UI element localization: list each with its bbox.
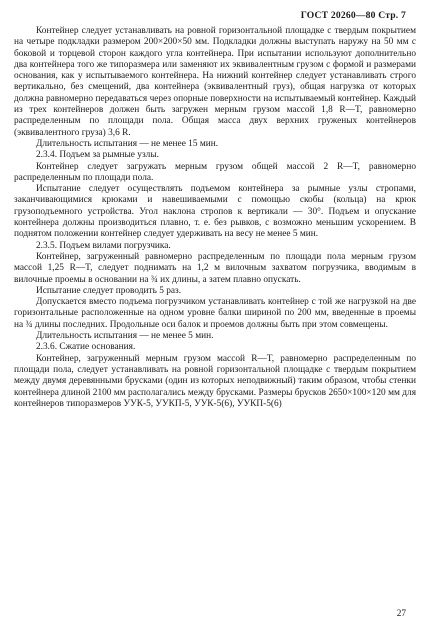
paragraph-container-setup: Контейнер следует устанавливать на ровной горизонтальной площадке с твердым покрытием на четыре подкладки размером 200×200×50 мм. Подкладки должны выступать наружу на 50 мм с боковой и торцевой сторон каждого угла контейнера. При испытании используют дополнительно два контейнера того же типоразмера или заменяют их эквивалентным грузом с формой и размерами основания, как у испытываемого контейнера. На нижний контейнер следует устанавливать строго вертикально, без смещений, два контейнера (эквивалентный груз), общая нагрузка от которых должна равномерно передаваться через опорные поверхности на испытываемый контейнер. Каждый из трех контейнеров должен быть загружен мерным грузом массой 1,8 R—T, равномерно распределенным по площади пола. Общая масса двух верхних груженых контейнеров (эквивалентного груза) 3,6 R. — [14, 26, 416, 138]
paragraph-repeat-5: Испытание следует проводить 5 раз. — [36, 285, 182, 296]
paragraph-beams-alternative: Допускается вместо подъема погрузчиком устанавливать контейнер с той же нагрузкой на две горизонтальные расположенные на одном уровне балки шириной по 200 мм, введенные в проемы на ¾ длины последних. Продольные оси балок и проемов должны быть при этом совмещены. — [14, 297, 416, 330]
page-number: 27 — [396, 609, 406, 619]
paragraph-base-compression: Контейнер, загруженный мерным грузом массой R—T, равномерно распределенным по площади пола, следует устанавливать на ровной горизонтальной площадке с твердым покрытием между двумя деревянными брусками (один из которых неподвижный) таким образом, чтобы стенки контейнера длиной 2100 мм располагались между брусками. Размеры брусков 2650×100×120 мм для контейнеров типоразмеров УУК-5, УУКП-5, УУК-5(6), УУКП-5(6) — [14, 353, 416, 409]
page-header: ГОСТ 20260—80 Стр. 7 — [300, 10, 406, 21]
body-text — [14, 26, 416, 410]
paragraph-duration-5: Длительность испытания — не менее 5 мин. — [36, 331, 214, 342]
paragraph-load-2rt: Контейнер следует загружать мерным грузом общей массой 2 R—T, равномерно распределенным по площади пола. — [14, 161, 416, 183]
paragraph-forklift-lift: Контейнер, загруженный равномерно распределенным по площади пола мерным грузом массой 1,25 R—T, следует поднимать на 1,2 м вилочным захватом погрузчика, вводимым в вилочные проемы в основании на ¾ их длины, а затем плавно опускать. — [14, 251, 416, 285]
section-heading-2-3-6: 2.3.6. Сжатие основания. — [36, 342, 136, 353]
section-heading-2-3-5: 2.3.5. Подъем вилами погрузчика. — [36, 240, 171, 251]
paragraph-lifting-procedure: Испытание следует осуществлять подъемом контейнера за рымные узлы стропами, заканчивающимися крюками и навешиваемыми с помощью скобы (кольца) на крюк грузоподъемного устройства. Угол наклона стропов к вертикали — 30°. Подъем и опускание контейнера должны производиться плавно, т. е. без рывков, с возможно меньшим ускорением. В поднятом положении контейнер следует удерживать на весу не менее 5 мин. — [14, 184, 416, 240]
paragraph-duration-15: Длительность испытания — не менее 15 мин. — [36, 138, 219, 149]
section-heading-2-3-4: 2.3.4. Подъем за рымные узлы. — [36, 150, 159, 161]
